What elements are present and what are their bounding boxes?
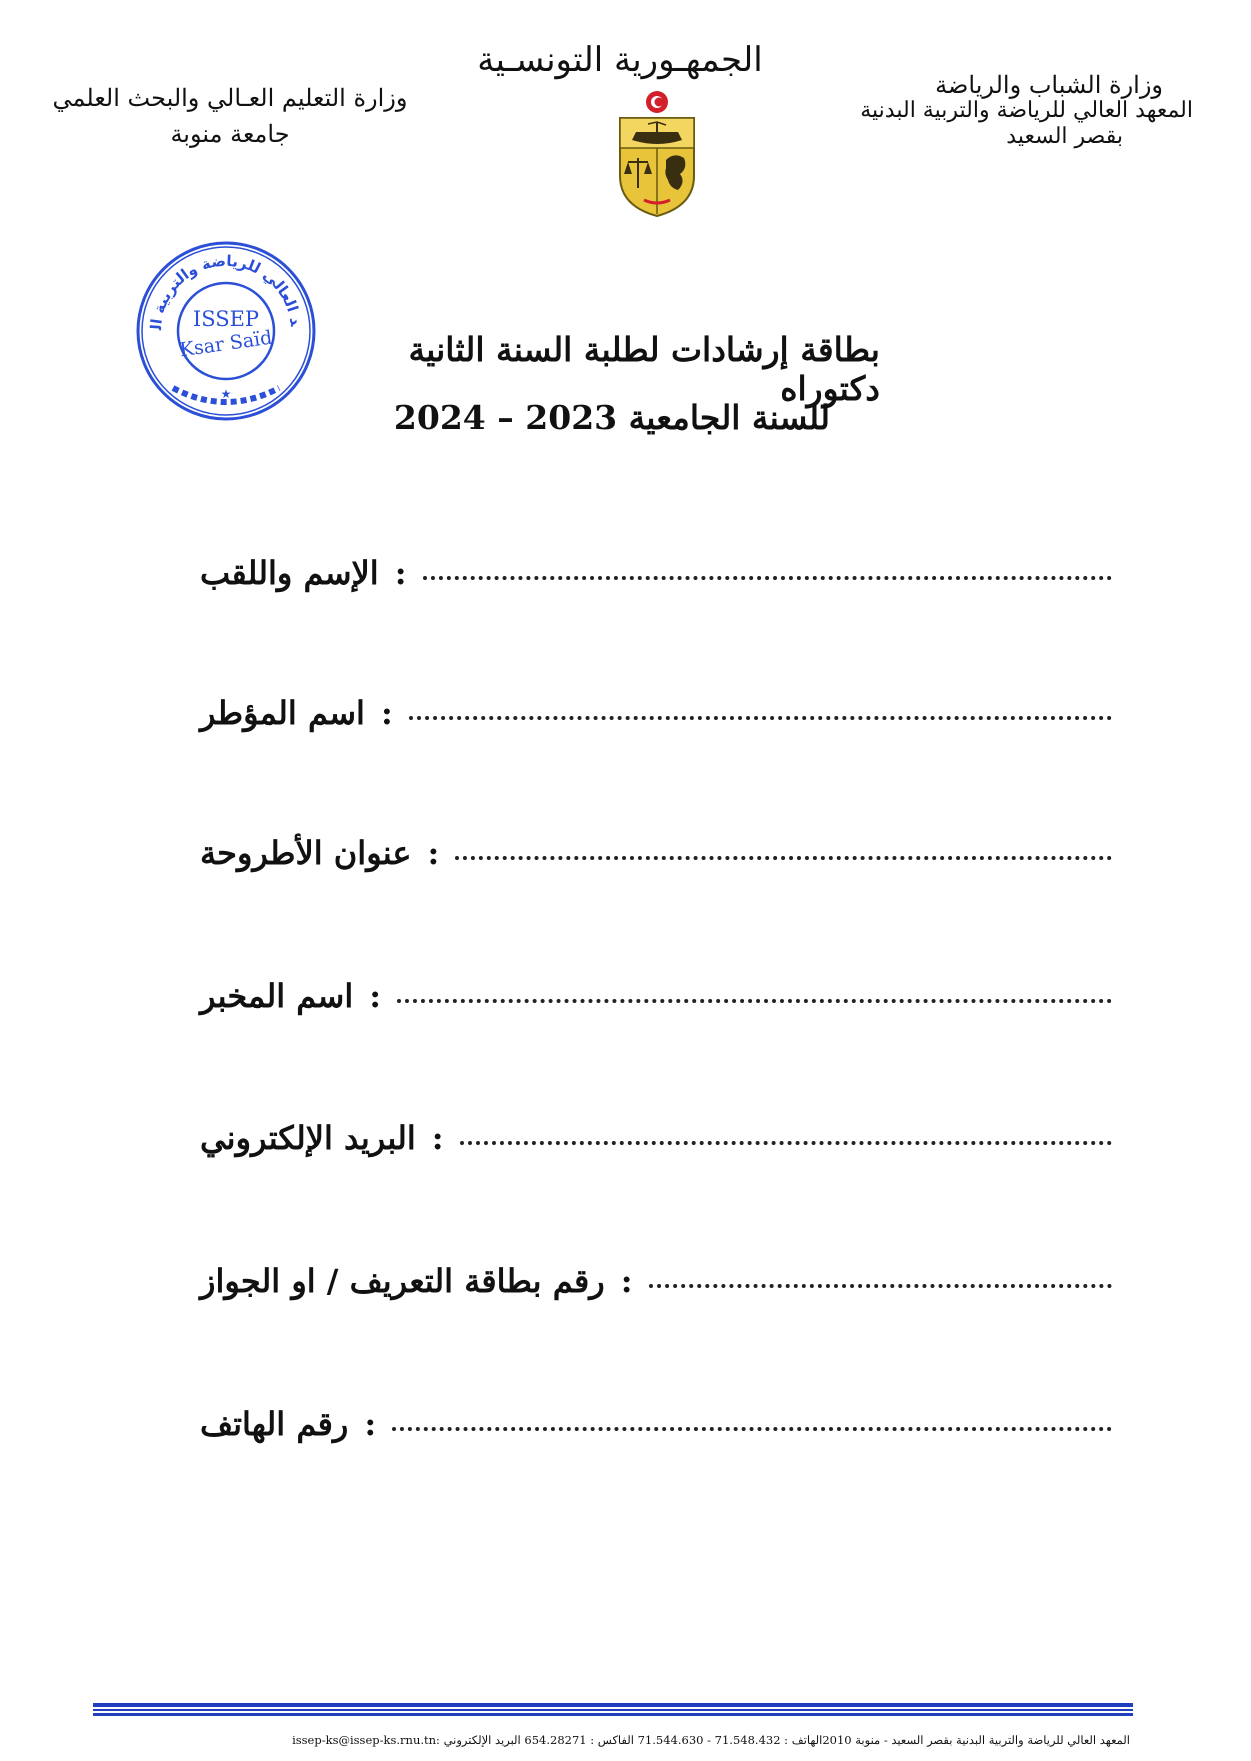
footer-divider <box>93 1702 1133 1716</box>
header-left-block <box>20 80 440 152</box>
fill-in-line[interactable] <box>392 1426 1112 1431</box>
field-id-passport <box>200 1240 1112 1300</box>
republic-title: الجمهـورية التونسـية <box>477 40 763 80</box>
field-full-name <box>200 532 1112 592</box>
field-colon: : <box>369 977 382 1015</box>
field-label: البريد الإلكتروني <box>200 1119 416 1157</box>
field-label: اسم المخبر <box>200 977 354 1015</box>
fill-in-line[interactable] <box>649 1283 1112 1288</box>
fill-in-line[interactable] <box>460 1140 1112 1145</box>
institute-name: المعهد العالي للرياضة والتربية البدنية <box>860 98 1193 123</box>
field-colon: : <box>394 554 407 592</box>
youth-ministry-name: وزارة الشباب والرياضة <box>935 71 1163 99</box>
institute-stamp <box>133 238 319 424</box>
stamp-issep: ISSEP <box>192 307 260 331</box>
fill-in-line[interactable] <box>397 998 1112 1003</box>
field-label: اسم المؤطر <box>200 694 365 732</box>
fill-in-line[interactable] <box>455 855 1112 860</box>
fill-in-line[interactable] <box>423 575 1113 580</box>
higher-education-ministry-name: وزارة التعليم العـالي والبحث العلمي <box>52 84 408 112</box>
field-phone <box>200 1383 1112 1443</box>
field-label: عنوان الأطروحة <box>200 834 412 872</box>
field-label: الإسم واللقب <box>200 554 379 592</box>
field-laboratory <box>200 955 1112 1015</box>
svg-text:★: ★ <box>220 387 232 401</box>
institute-location: بقصر السعيد <box>1006 124 1123 149</box>
header-right-block <box>773 72 1193 150</box>
stamp-arc-text: د العالي للرياضة والتربية ال <box>146 251 305 331</box>
field-colon: : <box>427 834 440 872</box>
field-colon: : <box>380 694 393 732</box>
field-colon: : <box>431 1119 444 1157</box>
field-colon: : <box>364 1405 377 1443</box>
field-label: رقم الهاتف <box>200 1405 349 1443</box>
field-label: رقم بطاقة التعريف / او الجواز <box>200 1262 605 1300</box>
field-colon: : <box>620 1262 633 1300</box>
field-supervisor <box>200 672 1112 732</box>
stamp-ksar-said: Ksar Saïd <box>178 326 274 362</box>
tunisia-coat-of-arms-icon <box>614 88 700 220</box>
field-email <box>200 1097 1112 1157</box>
fill-in-line[interactable] <box>409 715 1112 720</box>
university-name: جامعة منوبة <box>170 120 290 148</box>
footer-contact-info: المعهد العالي للرياضة والتربية البدنية بقصر السعيد - منوبة 2010الهاتف : 71.548.432 - 71.544.630 الفاكس : 654.28271 البريد الإلكتروني :issep-ks@issep-ks.rnu.tn <box>292 1733 1130 1747</box>
field-thesis-title <box>200 812 1112 872</box>
document-title: بطاقة إرشادات لطلبة السنة الثانية دكتوراه <box>408 330 880 408</box>
academic-year: للسنة الجامعية 2023 – 2024 <box>393 398 830 437</box>
